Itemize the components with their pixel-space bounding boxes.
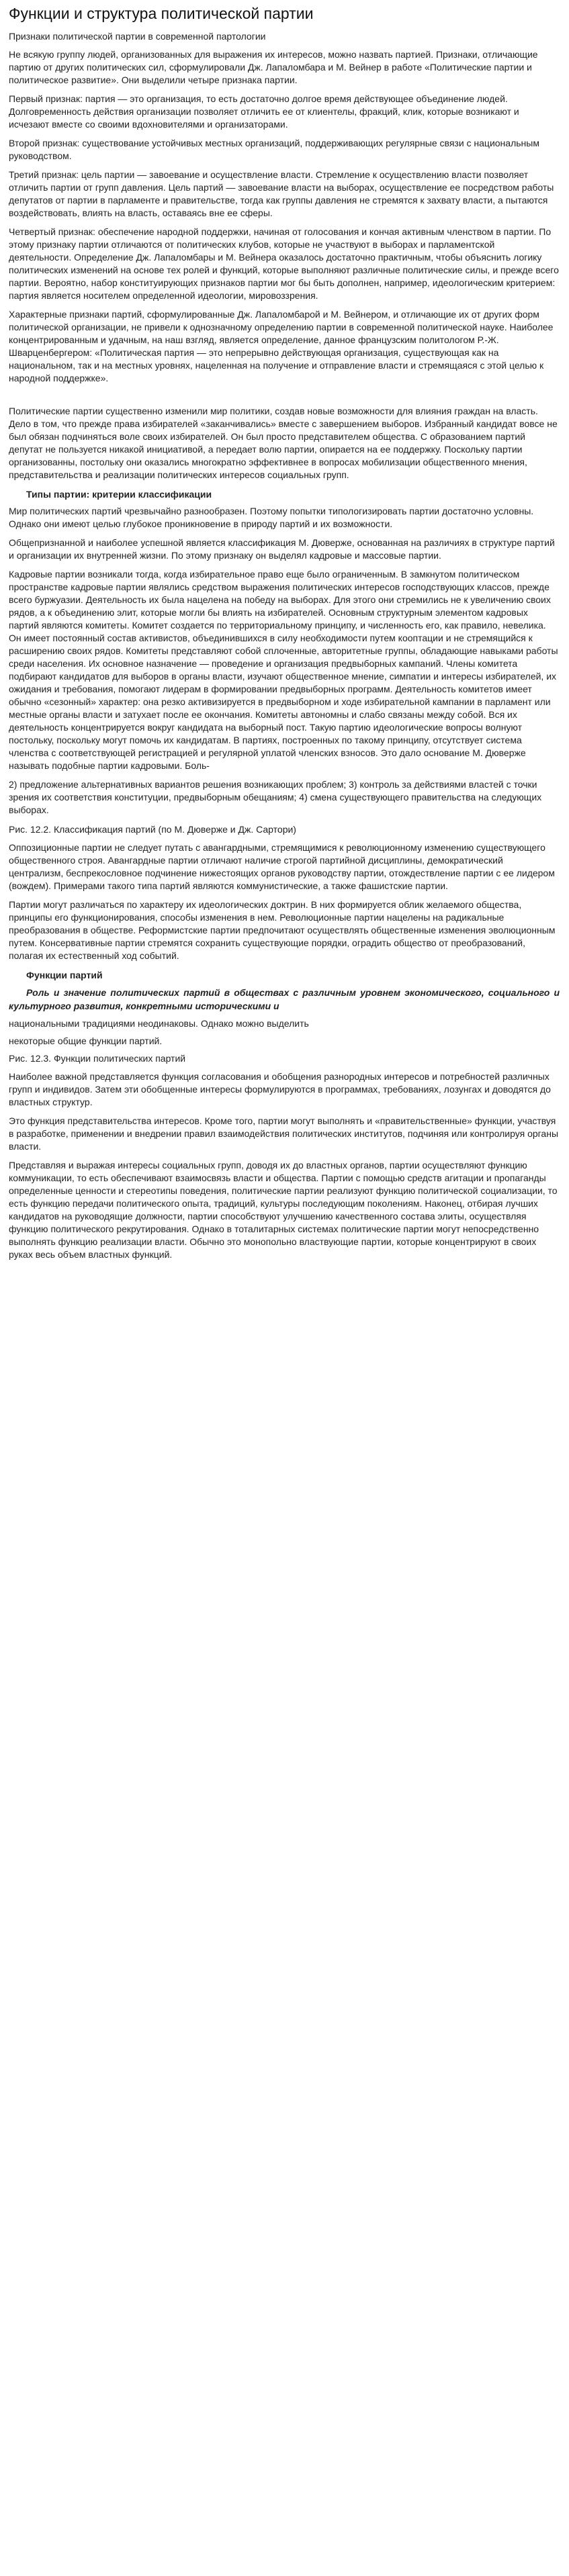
- figure-caption-12-3: Рис. 12.3. Функции политических партий: [9, 1053, 186, 1064]
- article: [0, 0, 569, 1274]
- paragraph-functions-1: Наиболее важной представляется функция согласования и обобщения разнородных интересов и потребностей различных групп и индивидов. Затем эти обобщенные интересы формулируются в программах, требованиях, лозунгах и доводятся до властных структур.: [9, 1071, 551, 1107]
- paragraph-types-2: Общепризнанной и наиболее успешной является классификация М. Дюверже, основанная на различиях в структуре партий и организации их внутренней жизни. По этому признаку он выделял кадровые и массовые партии.: [9, 537, 555, 561]
- paragraph-types-4: 2) предложение альтернативных вариантов решения возникающих проблем; 3) контроль за действиями властей с точки зрения их соответствия конституции, предвыборным обещаниям; 4) смена существующего правительства на следующих выборах.: [9, 779, 542, 815]
- paragraph-role-tail-2: некоторые общие функции партий.: [9, 1036, 163, 1046]
- page-title: Функции и структура политической партии: [9, 5, 314, 22]
- paragraph-ideology: Партии могут различаться по характеру их идеологических доктрин. В них формируется облик желаемого общества, принципы его функционирования, способы изменения в нем. Революционные партии нацелены на радикальные преобразования в обществе. Реформистские партии предпочитают осуществлять общественные изменения эволюционным путем. Консервативные партии стремятся сохранить существующие порядки, оградить общество от преобразований, полагая их естественный ход событий.: [9, 899, 556, 961]
- paragraph-intro-2: Первый признак: партия — это организация, то есть достаточно долгое время действующее объединение людей. Долговременность действия организации позволяет отличить ее от клиентелы, фракций, клик, которые возникают и исчезают вместе со своими вдохновителями и организаторами.: [9, 93, 519, 130]
- paragraph-types-3: Кадровые партии возникали тогда, когда избирательное право еще было ограниченным. В замкнутом политическом пространстве кадровые партии являлись средством выражения политических интересов господствующих классов, прежде всего буржуазии. Деятельность их была нацелена на победу на выборах. Для этого они стремились не к увеличению своих рядов, а к объединению элит, которые могли бы влиять на избирателей. Основным структурным элементом кадровых партий являются комитеты. Комитет создается по территориальному принципу, и численность его, как правило, невелика. Он имеет постоянный состав активистов, объединившихся в силу необходимости путем кооптации и не стремящийся к расширению своих рядов. Комитеты представляют собой сплоченные, авторитетные группы, обладающие навыками работы среди населения. Их основное назначение — проведение и организация предвыборных кампаний. Члены комитета подбирают кандидатов для выборов в органы власти, изучают общественное мнение, симпатии и интересы избирателей, их ожидания и требования, помогают лидерам в формировании предвыборных программ. Деятельность комитетов имеет обычно «сезонный» характер: она резко активизируется в предвыборном и ходе избирательной кампании в парламент или местные органы власти и затухает после ее окончания. Комитеты автономны и слабо связаны между собой. Вся их деятельность концентрируется вокруг кандидата на выборный пост. Такую партию идеологические вопросы волнуют постольку, поскольку могут помочь их кандидатам. В партиях, построенных по такому принципу, отсутствует система членства с соответствующей регистрацией и регулярной уплатой членских взносов. Это дало основание М. Дюверже называть подобные партии кадровыми. Боль-: [9, 569, 558, 771]
- paragraph-functions-3: Представляя и выражая интересы социальных групп, доводя их до властных органов, партии осуществляют функцию коммуникации, то есть обеспечивают взаимосвязь власти и общества. Партии с помощью средств агитации и пропаганды определенные ценности и стереотипы поведения, политические партии реализуют функцию политической социализации, то есть функцию передачи политического опыта, традиций, культуры последующим поколениям. Наконец, отбирая лучших кандидатов на руководящие должности, партии способствуют улучшению качественного состава элиты, осуществляя функцию политического рекрутирования. Однако в тоталитарных системах политические партии могут непосредственно выполнять функцию реализации власти. Обычно это монопольно властвующие партии, которые концентрируют в своих руках весь объем властных функций.: [9, 1160, 558, 1260]
- heading-party-functions: Функции партий: [26, 970, 103, 980]
- paragraph-change: Политические партии существенно изменили мир политики, создав новые возможности для влияния граждан на власть. Дело в том, что прежде права избирателей «заканчивались» вместе с завершением выборов. Избранный кандидат вовсе не был обязан подчиняться воле своих избирателей. Он был просто представителем общества. С образованием партий депутат не пользуется никакой инициативой, а передает волю партии, опирается на ее поддержку. Поскольку партии организованны, постольку они оказались многократно эффективнее в вопросах мобилизации общественного мнения, представительства и реализации политических интересов социальных групп.: [9, 406, 558, 480]
- paragraph-intro-4: Третий признак: цель партии — завоевание и осуществление власти. Стремление к осуществлению власти позволяет отличить партии от групп давления. Цель партий — завоевание власти на выборах, осуществление ее посредством работы депутатов от партии в парламенте и правительстве, тогда как группы давления не стремятся к захвату власти, а пытаются воздействовать, влиять на власть, оставаясь вне ее сферы.: [9, 169, 554, 218]
- paragraph-intro-1: Не всякую группу людей, организованных для выражения их интересов, можно назвать партией. Признаки, отличающие партию от других политических сил, сформулировали Дж. Лапаломбара и М. Вейнер в работе «Политические партии и политическое развитие». Они выделили четыре признака партии.: [9, 49, 538, 85]
- paragraph-intro-3: Второй признак: существование устойчивых местных организаций, поддерживающих регулярные связи с национальным руководством.: [9, 138, 539, 161]
- paragraph-types-1: Мир политических партий чрезвычайно разнообразен. Поэтому попытки типологизировать партии достаточно условны. Однако они имеют целью глубокое проникновение в природу партий и их возможности.: [9, 506, 534, 529]
- paragraph-role-tail: национальными традициями неодинаковы. Однако можно выделить: [9, 1018, 309, 1029]
- paragraph-opposition: Оппозиционные партии не следует путать с авангардными, стремящимися к революционному изменению существующего общественного строя. Авангардные партии отличают наличие строгой партийной дисциплины, демократический централизм, беспрекословное подчинение нижестоящих органов руководству партии, отождествление партии с ее лидером (вождем). Примерами такого типа партий являются коммунистические, а также фашистские партии.: [9, 842, 555, 891]
- figure-caption-12-2: Рис. 12.2. Классификация партий (по М. Дюверже и Дж. Сартори): [9, 824, 296, 835]
- page-subtitle: Признаки политической партии в современной партологии: [9, 31, 266, 42]
- paragraph-intro-5: Четвертый признак: обеспечение народной поддержки, начиная от голосования и кончая активным членством в партии. По этому признаку партии отличаются от политических клубов, которые не участвуют в выборах и парламентской деятельности. Определение Дж. Лапаломбары и М. Вейнера оказалось достаточно практичным, чтобы объяснить логику политических изменений на основе тех ролей и функций, которые выполняют различные политические силы, и прежде всего партии. Вероятно, набор конституирующих признаков партии мог бы быть дополнен, например, идеологическим критерием: партия является носителем определенной идеологии, мировоззрения.: [9, 226, 559, 301]
- heading-role-of-parties: Роль и значение политических партий в обществах с различным уровнем экономического, социального и культурного развития, конкретными историческими и: [9, 987, 560, 1011]
- paragraph-intro-6: Характерные признаки партий, сформулированные Дж. Лапаломбарой и М. Вейнером, и отличающие их от других форм политической организации, не привели к однозначному определению партии в современной политической науке. Наиболее концентрированным и удачным, на наш взгляд, является определение, данное французским политологом Р.-Ж. Шварценбергером: «Политическая партия — это непрерывно действующая организация, существующая как на национальном, так и на местных уровнях, нацеленная на получение и отправление власти и стремящаяся с этой целью к народной поддержке».: [9, 309, 554, 383]
- paragraph-functions-2: Это функция представительства интересов. Кроме того, партии могут выполнять и «правительственные» функции, участвуя в разработке, применении и внедрении правил взаимодействия политических институтов, подчиняя или контролируя органы власти.: [9, 1115, 559, 1152]
- heading-party-types: Типы партии: критерии классификации: [26, 489, 212, 500]
